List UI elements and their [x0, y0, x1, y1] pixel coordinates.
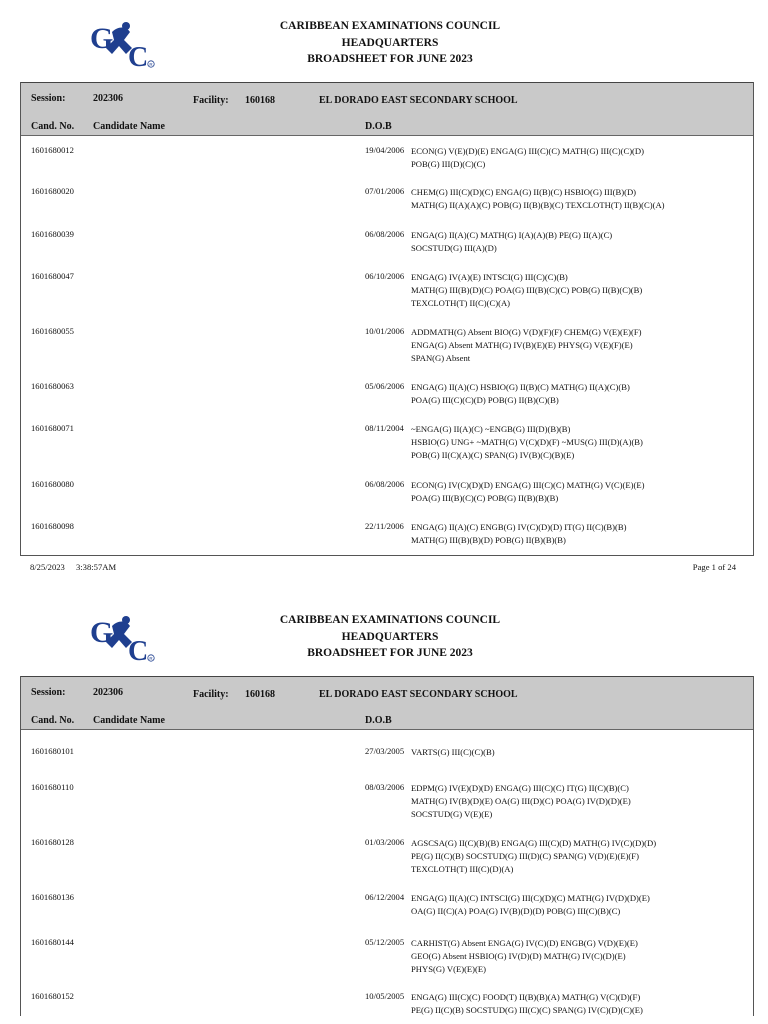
svg-text:C: C [128, 636, 149, 664]
subject-results [411, 186, 747, 212]
cand-no-header: Cand. No. [31, 121, 75, 132]
result-line: OA(G) II(C)(A) POA(G) IV(B)(D)(D) POB(G) III(C)(B)(C) [411, 905, 621, 916]
subject-results [411, 271, 747, 309]
svg-text:R: R [149, 655, 153, 661]
dob-header: D.O.B [365, 715, 392, 726]
facility-value: 160168 [245, 689, 275, 700]
subject-results [411, 837, 747, 875]
date-of-birth: 06/10/2006 [365, 271, 405, 281]
result-line: VARTS(G) III(C)(C)(B) [411, 747, 495, 757]
subject-results [411, 479, 747, 505]
subject-results [411, 229, 747, 255]
result-line: AGSCSA(G) II(C)(B)(B) ENGA(G) III(C)(D) MATH(G) IV(C)(D)(D) [411, 838, 657, 848]
result-line: ADDMATH(G) Absent BIO(G) V(D)(F)(F) CHEM(G) V(E)(E)(F) [411, 327, 642, 337]
date-of-birth: 06/08/2006 [365, 479, 405, 489]
result-line: ENGA(G) II(A)(C) ENGB(G) IV(C)(D)(D) IT(G) II(C)(B)(B) [411, 522, 627, 532]
table-header-band [21, 676, 753, 730]
print-time: 3:38:57AM [76, 562, 117, 572]
date-of-birth: 10/01/2006 [365, 326, 405, 336]
report-header [200, 612, 580, 662]
subject-results [411, 746, 747, 759]
candidate-number: 1601680047 [31, 271, 74, 281]
date-of-birth: 10/05/2005 [365, 991, 405, 1001]
result-line: PHYS(G) V(E)(E)(E) [411, 963, 487, 974]
result-line: MATH(G) III(B)(D)(C) POA(G) III(B)(C)(C) POB(G) II(B)(C)(B) [411, 284, 643, 295]
cand-name-header: Candidate Name [93, 121, 165, 132]
result-line: HSBIO(G) UNG+ ~MATH(G) V(C)(D)(F) ~MUS(G) III(D)(A)(B) [411, 436, 643, 447]
result-line: ECON(G) V(E)(D)(E) ENGA(G) III(C)(C) MATH(G) III(C)(C)(D) [411, 146, 644, 156]
result-line: SOCSTUD(G) III(A)(D) [411, 242, 497, 253]
subject-results [411, 937, 747, 975]
svg-text:G: G [90, 22, 114, 55]
result-line: PE(G) II(C)(B) SOCSTUD(G) III(C)(C) SPAN(G) IV(C)(D)(C)(E) [411, 1004, 643, 1015]
subject-results [411, 326, 747, 364]
report-title: BROADSHEET FOR JUNE 2023 [307, 53, 473, 65]
candidate-number: 1601680128 [31, 837, 74, 847]
candidate-number: 1601680071 [31, 423, 74, 433]
cand-no-header: Cand. No. [31, 715, 75, 726]
candidate-number: 1601680080 [31, 479, 74, 489]
result-line: PE(G) II(C)(B) SOCSTUD(G) III(D)(C) SPAN(G) V(D)(E)(E)(F) [411, 850, 639, 861]
result-line: ENGA(G) IV(A)(E) INTSCI(G) III(C)(C)(B) [411, 272, 568, 282]
date-of-birth: 07/01/2006 [365, 186, 405, 196]
date-of-birth: 08/03/2006 [365, 782, 405, 792]
result-line: POB(G) II(C)(A)(C) SPAN(G) IV(B)(C)(B)(E) [411, 449, 575, 460]
candidate-number: 1601680098 [31, 521, 74, 531]
date-of-birth: 06/08/2006 [365, 229, 405, 239]
candidate-number: 1601680012 [31, 145, 74, 155]
result-line: TEXCLOTH(T) II(C)(C)(A) [411, 297, 511, 308]
date-of-birth: 22/11/2006 [365, 521, 404, 531]
date-of-birth: 08/11/2004 [365, 423, 404, 433]
result-line: CHEM(G) III(C)(D)(C) ENGA(G) II(B)(C) HSBIO(G) III(B)(D) [411, 187, 637, 197]
subject-results [411, 145, 747, 171]
candidate-number: 1601680110 [31, 782, 74, 792]
svg-text:C: C [128, 42, 149, 70]
school-name: EL DORADO EAST SECONDARY SCHOOL [319, 689, 518, 700]
result-line: ~ENGA(G) II(A)(C) ~ENGB(G) III(D)(B)(B) [411, 424, 571, 434]
session-label: Session: [31, 687, 66, 698]
result-line: SOCSTUD(G) V(E)(E) [411, 808, 493, 819]
table-header-band [21, 82, 753, 136]
result-line: ENGA(G) II(A)(C) HSBIO(G) II(B)(C) MATH(G) II(A)(C)(B) [411, 382, 630, 392]
svg-text:R: R [149, 61, 153, 67]
date-of-birth: 27/03/2005 [365, 746, 405, 756]
candidate-number: 1601680144 [31, 937, 74, 947]
facility-label: Facility: [193, 689, 229, 700]
candidate-number: 1601680063 [31, 381, 74, 391]
result-line: ENGA(G) II(A)(C) MATH(G) I(A)(A)(B) PE(G) II(A)(C) [411, 230, 613, 240]
session-value: 202306 [93, 687, 123, 698]
result-line: EDPM(G) IV(E)(D)(D) ENGA(G) III(C)(C) IT(G) II(C)(B)(C) [411, 783, 629, 793]
school-name: EL DORADO EAST SECONDARY SCHOOL [319, 95, 518, 106]
result-line: POA(G) III(C)(C)(D) POB(G) II(B)(C)(B) [411, 394, 559, 405]
candidate-number: 1601680039 [31, 229, 74, 239]
candidate-number: 1601680055 [31, 326, 74, 336]
date-of-birth: 05/06/2006 [365, 381, 405, 391]
date-of-birth: 19/04/2006 [365, 145, 405, 155]
office-name: HEADQUARTERS [341, 36, 439, 49]
result-line: MATH(G) III(B)(B)(D) POB(G) II(B)(B)(B) [411, 534, 566, 545]
broadsheet-table [20, 676, 754, 1016]
date-of-birth: 01/03/2006 [365, 837, 405, 847]
result-line: ENGA(G) Absent MATH(G) IV(B)(E)(E) PHYS(G) V(E)(F)(E) [411, 339, 633, 350]
page-number: Page 1 of 24 [692, 562, 736, 572]
result-line: ECON(G) IV(C)(D)(D) ENGA(G) III(C)(C) MATH(G) V(C)(E)(E) [411, 480, 645, 490]
cxc-logo [88, 18, 158, 70]
broadsheet-table [20, 82, 754, 556]
result-line: MATH(G) II(A)(A)(C) POB(G) II(B)(B)(C) TEXCLOTH(T) II(B)(C)(A) [411, 199, 665, 210]
session-label: Session: [31, 93, 66, 104]
org-name: CARIBBEAN EXAMINATIONS COUNCIL [279, 20, 501, 32]
date-of-birth: 05/12/2005 [365, 937, 405, 947]
subject-results [411, 423, 747, 461]
result-line: POA(G) III(B)(C)(C) POB(G) II(B)(B)(B) [411, 492, 559, 503]
subject-results [411, 521, 747, 547]
facility-value: 160168 [245, 95, 275, 106]
office-name: HEADQUARTERS [341, 630, 439, 643]
cxc-logo [88, 612, 158, 664]
facility-label: Facility: [193, 95, 229, 106]
subject-results [411, 381, 747, 407]
report-title: BROADSHEET FOR JUNE 2023 [307, 647, 473, 659]
result-line: ENGA(G) II(A)(C) INTSCI(G) III(C)(D)(C) MATH(G) IV(D)(D)(E) [411, 893, 650, 903]
cand-name-header: Candidate Name [93, 715, 165, 726]
result-line: ENGA(G) III(C)(C) FOOD(T) II(B)(B)(A) MATH(G) V(C)(D)(F) [411, 992, 641, 1002]
subject-results [411, 782, 747, 820]
subject-results [411, 892, 747, 918]
dob-header: D.O.B [365, 121, 392, 132]
result-line: TEXCLOTH(T) III(C)(D)(A) [411, 863, 514, 874]
date-of-birth: 06/12/2004 [365, 892, 405, 902]
result-line: GEO(G) Absent HSBIO(G) IV(D)(D) MATH(G) IV(C)(D)(E) [411, 950, 626, 961]
candidate-number: 1601680101 [31, 746, 74, 756]
candidate-number: 1601680136 [31, 892, 74, 902]
result-line: CARHIST(G) Absent ENGA(G) IV(C)(D) ENGB(G) V(D)(E)(E) [411, 938, 638, 948]
broadsheet-page-2 [0, 594, 768, 1024]
candidate-number: 1601680020 [31, 186, 74, 196]
candidate-number: 1601680152 [31, 991, 74, 1001]
session-value: 202306 [93, 93, 123, 104]
subject-results [411, 991, 747, 1017]
report-header [200, 18, 580, 68]
print-date: 8/25/2023 [30, 562, 65, 572]
result-line: POB(G) III(D)(C)(C) [411, 158, 486, 169]
result-line: SPAN(G) Absent [411, 352, 471, 363]
org-name: CARIBBEAN EXAMINATIONS COUNCIL [279, 614, 501, 626]
svg-text:G: G [90, 616, 114, 649]
result-line: MATH(G) IV(B)(D)(E) OA(G) III(D)(C) POA(G) IV(D)(D)(E) [411, 795, 631, 806]
